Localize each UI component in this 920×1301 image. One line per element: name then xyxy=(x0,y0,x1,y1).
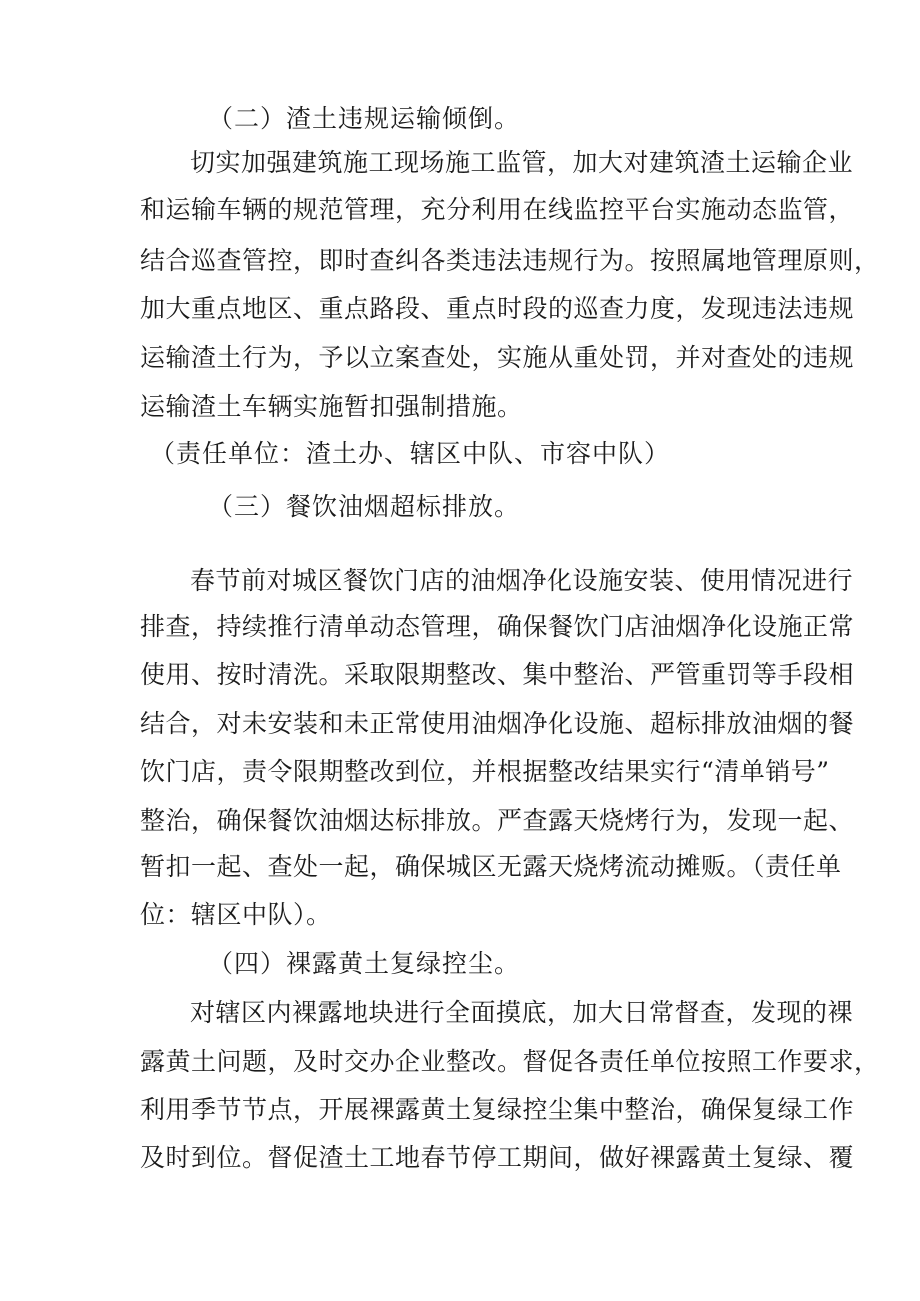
paragraph-line: 运输渣土行为，予以立案查处，实施从重处罚，并对查处的违规 xyxy=(140,343,855,372)
paragraph-line: 对辖区内裸露地块进行全面摸底，加大日常督查，发现的裸 xyxy=(190,998,854,1027)
paragraph-line: 整治，确保餐饮油烟达标排放。严查露天烧烤行为，发现一起、 xyxy=(140,806,855,835)
paragraph-line: 露黄土问题，及时交办企业整改。督促各责任单位按照工作要求， xyxy=(140,1047,880,1076)
paragraph-line: 及时到位。督促渣土工地春节停工期间，做好裸露黄土复绿、覆 xyxy=(140,1143,855,1172)
paragraph-line: 加大重点地区、重点路段、重点时段的巡查力度，发现违法违规 xyxy=(140,294,855,323)
paragraph-line: 结合，对未安装和未正常使用油烟净化设施、超标排放油烟的餐 xyxy=(140,709,855,738)
paragraph-line: 和运输车辆的规范管理，充分利用在线监控平台实施动态监管， xyxy=(140,195,855,224)
paragraph-line: 切实加强建筑施工现场施工监管，加大对建筑渣土运输企业 xyxy=(190,148,854,177)
section-heading-3: （三）餐饮油烟超标排放。 xyxy=(208,492,521,521)
responsibility-note: （责任单位：渣土办、辖区中队、市容中队） xyxy=(150,439,671,468)
paragraph-line: 运输渣土车辆实施暂扣强制措施。 xyxy=(140,392,523,421)
paragraph-line: 饮门店，责令限期整改到位，并根据整改结果实行“清单销号” xyxy=(140,757,830,786)
paragraph-line: 春节前对城区餐饮门店的油烟净化设施安装、使用情况进行 xyxy=(190,566,854,595)
paragraph-line: 使用、按时清洗。采取限期整改、集中整治、严管重罚等手段相 xyxy=(140,660,855,689)
paragraph-line: 结合巡查管控，即时查纠各类违法违规行为。按照属地管理原则， xyxy=(140,246,880,275)
paragraph-line: 排查，持续推行清单动态管理，确保餐饮门店油烟净化设施正常 xyxy=(140,612,855,641)
section-heading-4: （四）裸露黄土复绿控尘。 xyxy=(208,949,521,978)
paragraph-line: 位：辖区中队）。 xyxy=(140,900,332,929)
paragraph-line: 利用季节节点，开展裸露黄土复绿控尘集中整治，确保复绿工作 xyxy=(140,1095,855,1124)
paragraph-line: 暂扣一起、查处一起，确保城区无露天烧烤流动摊贩。（责任单 xyxy=(140,852,842,881)
section-heading-2: （二）渣土违规运输倾倒。 xyxy=(208,104,521,133)
